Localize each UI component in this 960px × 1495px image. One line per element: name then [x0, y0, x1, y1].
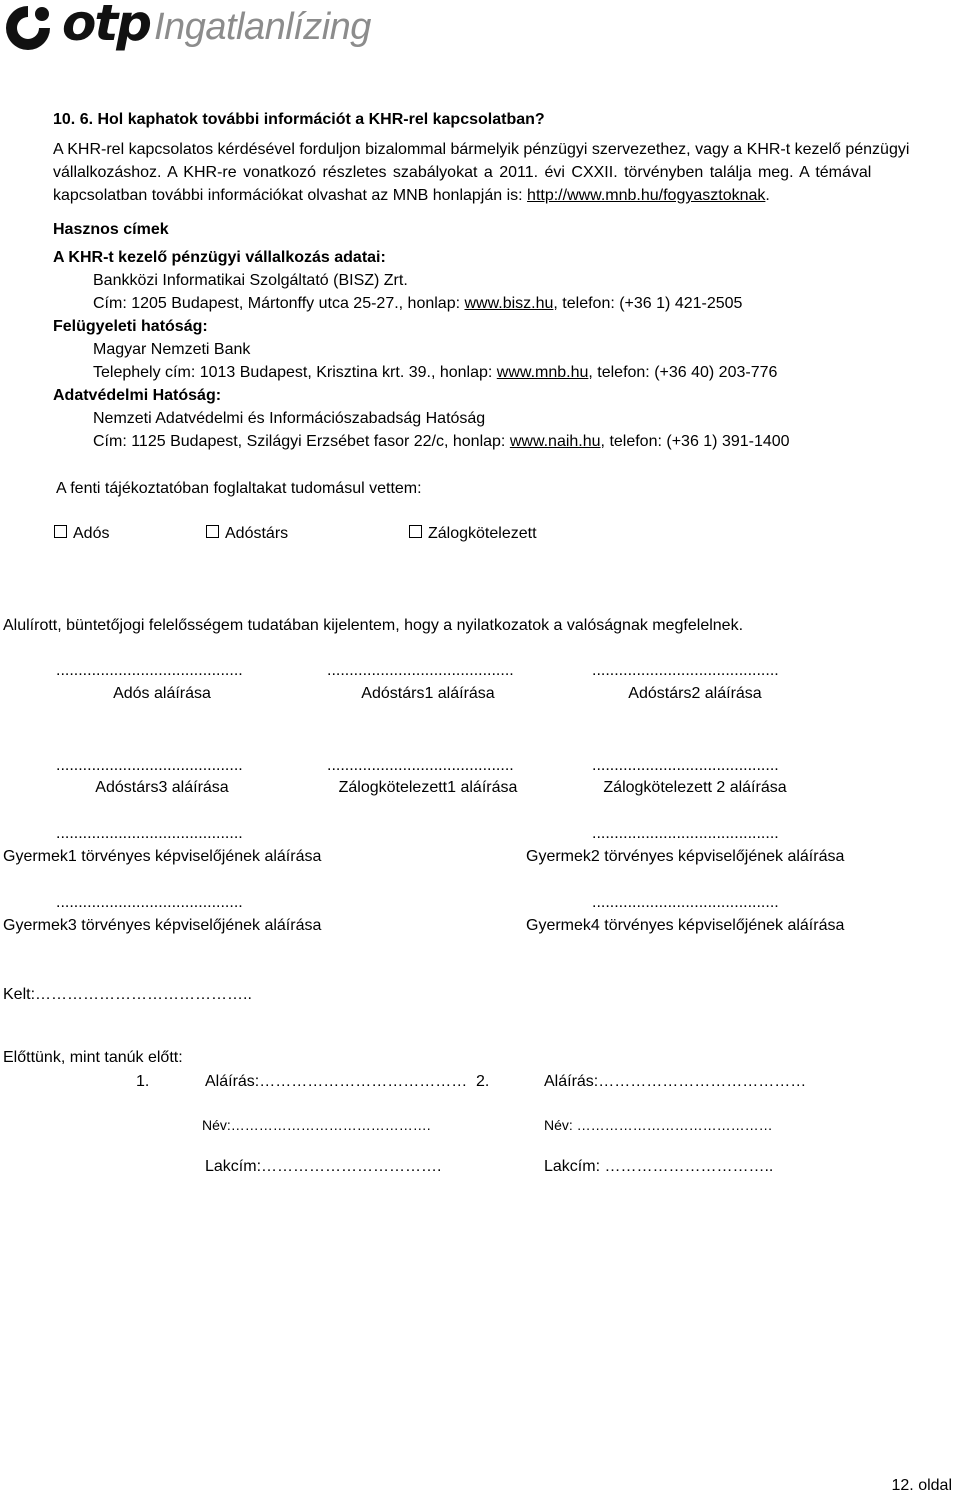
- signature-label-gyermek1: Gyermek1 törvényes képviselőjének aláírása: [3, 848, 322, 865]
- paragraph-line-2: vállalkozáshoz. A KHR-re vonatkozó részletes szabályokat a 2011. évi CXXII. törvényben találja meg. A témával: [53, 164, 872, 181]
- checkbox-label: Adóstárs: [225, 525, 289, 542]
- checkbox-square-icon[interactable]: [54, 525, 67, 538]
- section-heading: 10. 6. Hol kaphatok további információt a KHR-rel kapcsolatban?: [53, 111, 545, 128]
- signature-line[interactable]: ..........................................: [592, 757, 779, 774]
- witness-1-name[interactable]: Név:…………………………………….: [202, 1117, 431, 1133]
- signature-line[interactable]: ..........................................: [592, 662, 779, 679]
- acknowledgement: A fenti tájékoztatóban foglaltakat tudomásul vettem:: [56, 480, 422, 497]
- signature-label-adostars1: Adóstárs1 aláírása: [361, 685, 495, 702]
- supervisor-title: Felügyeleti hatóság:: [53, 318, 208, 335]
- otp-logo-icon: [2, 2, 54, 54]
- signature-label-gyermek4: Gyermek4 törvényes képviselőjének aláírása: [526, 917, 845, 934]
- checkbox-square-icon[interactable]: [206, 525, 219, 538]
- witness-number-1: 1.: [136, 1073, 150, 1090]
- signature-line[interactable]: ..........................................: [327, 757, 514, 774]
- khr-name: Bankközi Informatikai Szolgáltató (BISZ) Zrt.: [93, 272, 408, 289]
- witness-title: Előttünk, mint tanúk előtt:: [3, 1049, 183, 1066]
- signature-label-zalogkotelezett2: Zálogkötelezett 2 aláírása: [603, 779, 787, 796]
- supervisor-address: [93, 363, 777, 383]
- supervisor-name: Magyar Nemzeti Bank: [93, 341, 251, 358]
- signature-label-adostars3: Adóstárs3 aláírása: [95, 779, 229, 796]
- date-field[interactable]: Kelt:…………………………………..: [3, 986, 252, 1003]
- page-number: 12. oldal: [891, 1477, 952, 1494]
- khr-address-text: Cím: 1205 Budapest, Mártonffy utca 25-27., honlap:: [93, 295, 465, 312]
- signature-line[interactable]: ..........................................: [56, 825, 243, 842]
- signature-line[interactable]: ..........................................: [592, 894, 779, 911]
- data-protection-address-text: Cím: 1125 Budapest, Szilágyi Erzsébet fasor 22/c, honlap:: [93, 433, 510, 450]
- signature-label-adostars2: Adóstárs2 aláírása: [628, 685, 762, 702]
- useful-addresses-title: Hasznos címek: [53, 221, 169, 238]
- signature-label-gyermek2: Gyermek2 törvényes képviselőjének aláírása: [526, 848, 845, 865]
- signature-line[interactable]: ..........................................: [327, 662, 514, 679]
- witness-2-name[interactable]: Név: ……………………………………: [544, 1117, 773, 1133]
- paragraph-end: .: [765, 187, 770, 204]
- checkbox-zalogkotelezett[interactable]: [409, 524, 537, 544]
- checkbox-square-icon[interactable]: [409, 525, 422, 538]
- checkbox-label: Adós: [73, 525, 110, 542]
- data-protection-title: Adatvédelmi Hatóság:: [53, 387, 222, 404]
- khr-phone: , telefon: (+36 1) 421-2505: [553, 295, 743, 312]
- data-protection-phone: , telefon: (+36 1) 391-1400: [600, 433, 790, 450]
- supervisor-phone: , telefon: (+36 40) 203-776: [588, 364, 778, 381]
- signature-label-zalogkotelezett1: Zálogkötelezett1 aláírása: [338, 779, 518, 796]
- signature-line[interactable]: ..........................................: [592, 825, 779, 842]
- logo-brand: otp: [62, 0, 151, 52]
- witness-2-signature[interactable]: Aláírás:…………………………………: [544, 1073, 807, 1090]
- naih-link[interactable]: www.naih.hu: [509, 433, 601, 450]
- declaration: Alulírott, büntetőjogi felelősségem tudatában kijelentem, hogy a nyilatkozatok a valóságnak megfelelnek.: [3, 617, 744, 634]
- bisz-link[interactable]: www.bisz.hu: [464, 295, 554, 312]
- data-protection-name: Nemzeti Adatvédelmi és Információszabadság Hatóság: [93, 410, 486, 427]
- witness-1-address[interactable]: Lakcím:…………………………….: [205, 1158, 442, 1175]
- khr-address: [93, 294, 742, 314]
- mnb-consumer-link[interactable]: http://www.mnb.hu/fogyasztoknak: [527, 187, 766, 204]
- signature-line[interactable]: ..........................................: [56, 757, 243, 774]
- paragraph-line-1: A KHR-rel kapcsolatos kérdésével forduljon bizalommal bármelyik pénzügyi szervezethez, vagy a KHR-t kezelő pénzügyi: [53, 141, 910, 158]
- data-protection-address: [93, 432, 790, 452]
- signature-label-gyermek3: Gyermek3 törvényes képviselőjének aláírása: [3, 917, 322, 934]
- supervisor-address-text: Telephely cím: 1013 Budapest, Krisztina krt. 39., honlap:: [93, 364, 497, 381]
- logo-subtitle: Ingatlanlízing: [154, 6, 371, 48]
- checkbox-adostars[interactable]: [206, 524, 288, 544]
- paragraph-line-3: [53, 186, 770, 206]
- khr-title: A KHR-t kezelő pénzügyi vállalkozás adatai:: [53, 249, 386, 266]
- signature-line[interactable]: ..........................................: [56, 662, 243, 679]
- witness-2-address[interactable]: Lakcím: …………………………..: [544, 1158, 774, 1175]
- mnb-link[interactable]: www.mnb.hu: [496, 364, 589, 381]
- paragraph-text: kapcsolatban további információkat olvashat az MNB honlapján is:: [53, 187, 528, 204]
- signature-label-ados: Adós aláírása: [113, 685, 211, 702]
- witness-number-2: 2.: [476, 1073, 490, 1090]
- checkbox-label: Zálogkötelezett: [428, 525, 537, 542]
- signature-line[interactable]: ..........................................: [56, 894, 243, 911]
- witness-1-signature[interactable]: Aláírás:…………………………………: [205, 1073, 468, 1090]
- checkbox-ados[interactable]: [54, 524, 109, 544]
